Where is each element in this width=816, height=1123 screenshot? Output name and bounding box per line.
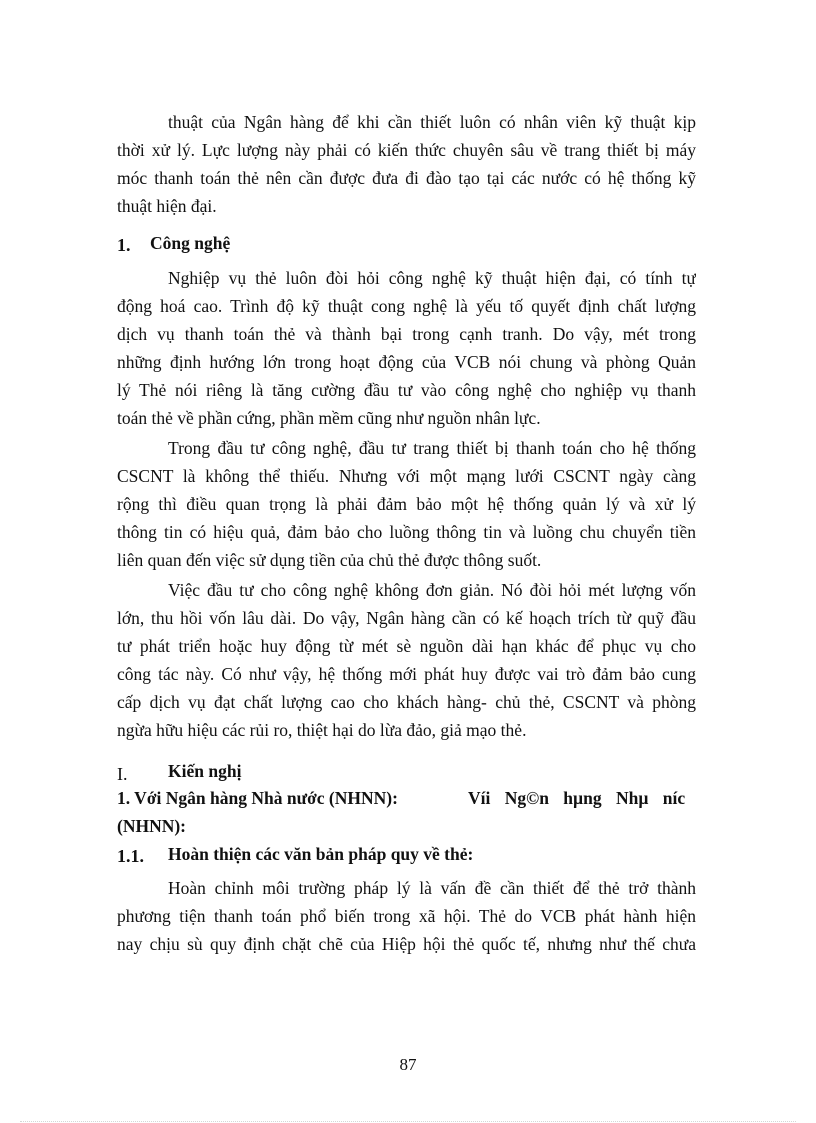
subsection-title-left: 1. Với Ngân hàng Nhà nước (NHNN): (117, 788, 398, 808)
subsection-title-continuation: (NHNN): (117, 816, 187, 836)
text-line: Nghiệp vụ thẻ luôn đòi hỏi công nghệ kỹ thuật hiện đại, có tính tự (168, 270, 696, 288)
text-line: động hoá cao. Trình độ kỹ thuật cong nghệ là yếu tố quyết định chất lượng (117, 298, 696, 316)
text-line: công tác này. Có như vậy, hệ thống mới phát huy được vai trò đảm bảo cung (117, 666, 696, 684)
subsection-title: Hoàn thiện các văn bản pháp quy về thẻ: (168, 844, 474, 864)
text-line: lớn, thu hồi vốn lâu dài. Do vậy, Ngân hàng cần có kế hoạch trích từ quỹ đầu (117, 610, 696, 628)
text-line: dịch vụ thanh toán thẻ và thành bại trong cạnh tranh. Do vậy, mét trong (117, 326, 696, 344)
text-line: Hoàn chỉnh môi trường pháp lý là vấn đề cần thiết để thẻ trở thành (168, 880, 696, 898)
text-line: tư phát triển hoặc huy động từ mét sè nguồn dài hạn khác để phục vụ cho (117, 638, 696, 656)
text-line: phương tiện thanh toán phổ biến trong xã hội. Thẻ do VCB phát hành hiện (117, 908, 696, 926)
section-number: I. (117, 764, 128, 784)
section-title: Kiến nghị (168, 761, 242, 781)
subsection-title-right: Víi Ng©n hµng Nhµ níc (468, 788, 686, 808)
text-line: lý Thẻ nói riêng là tăng cường đầu tư vào công nghệ cho nghiệp vụ thanh (117, 382, 696, 400)
text-line: thuật của Ngân hàng để khi cần thiết luôn có nhân viên kỹ thuật kịp (168, 114, 696, 132)
text-line: thời xử lý. Lực lượng này phải có kiến thức chuyên sâu về trang thiết bị máy (117, 142, 696, 160)
text-line: móc thanh toán thẻ nên cần được đưa đi đào tạo tại các nước có hệ thống kỹ (117, 170, 696, 188)
text-line: thông tin có hiệu quả, đảm bảo cho luồng thông tin và luồng chu chuyển tiền (117, 524, 696, 542)
text-line: liên quan đến việc sử dụng tiền của chủ thẻ được thông suốt. (117, 550, 542, 570)
page-bottom-divider (20, 1121, 796, 1122)
text-line: nay chịu sù quy định chặt chẽ của Hiệp hội thẻ quốc tế, nhưng như thế chưa (117, 936, 696, 954)
text-line: ngừa hữu hiệu các rủi ro, thiệt hại do lừa đảo, giả mạo thẻ. (117, 720, 527, 740)
text-line: rộng thì điều quan trọng là phải đảm bảo một hệ thống quản lý và xử lý (117, 496, 696, 514)
page-number: 87 (399, 1055, 417, 1074)
text-line: CSCNT là không thể thiếu. Nhưng với một mạng lưới CSCNT ngày càng (117, 468, 696, 486)
text-line: Việc đầu tư cho công nghệ không đơn giản. Nó đòi hỏi mét lượng vốn (168, 582, 696, 600)
subsection-number: 1.1. (117, 846, 144, 866)
section-title: Công nghệ (150, 233, 231, 253)
section-number: 1. (117, 235, 131, 255)
text-line: những định hướng lớn trong hoạt động của VCB nói chung và phòng Quản (117, 354, 696, 372)
text-line: thuật hiện đại. (117, 196, 217, 216)
text-line: toán thẻ về phần cứng, phần mềm cũng như nguồn nhân lực. (117, 408, 541, 428)
text-line: Trong đầu tư công nghệ, đầu tư trang thiết bị thanh toán cho hệ thống (168, 440, 696, 458)
text-line: cấp dịch vụ đạt chất lượng cao cho khách hàng- chủ thẻ, CSCNT và phòng (117, 694, 696, 712)
